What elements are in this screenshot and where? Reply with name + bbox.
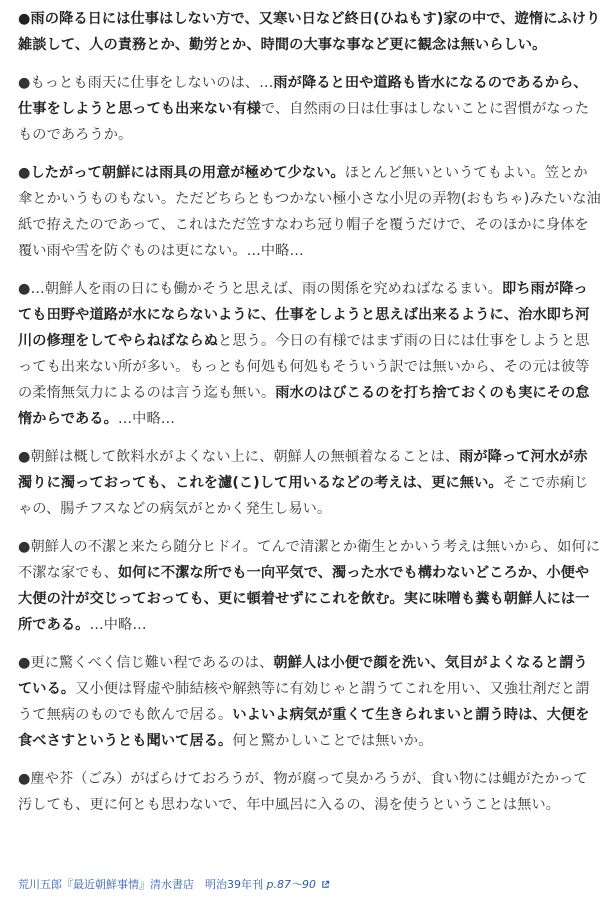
paragraph xyxy=(18,276,601,432)
bold-text: 雨水のはびこるのを打ち捨ておくのも実にその怠惰からである。 xyxy=(18,385,590,427)
bold-text: 雨が降って河水が赤濁りに濁っておっても、これを濾(こ)して用いるなどの考えは、更に無い。 xyxy=(18,449,588,491)
body-text: ほとんど無いというてもよい。笠とか傘とかいうものもない。ただどちらともつかない極小さな小児の弄物(おもちゃ)みたいな油紙で拵えたのであって、これはただ笠すなわち冠り帽子を覆うだけで、そのほかに身体を覆い雨や雪を防ぐものは更にない。…中略… xyxy=(18,165,601,259)
body-text: で、自然雨の日は仕事はしないことに習慣がなったものであろうか。 xyxy=(18,101,590,143)
body-text: …中略… xyxy=(89,617,147,633)
paragraph xyxy=(18,160,601,264)
source-pages: p.87〜90 xyxy=(266,878,316,891)
bold-text: 雨が降ると田や道路も皆水になるのであるから、仕事をしようと思っても出来ない有様 xyxy=(18,75,588,117)
body-text: ●更に驚くべく信じ難い程であるのは、 xyxy=(18,655,274,671)
body-text: ●朝鮮人の不潔と来たら随分ヒドイ。てんで清潔とか衛生とかいう考えは無いから、如何に不潔な家でも、 xyxy=(18,539,600,581)
bold-text: いよいよ病気が重くて生きられまいと謂う時は、大便を食べさすというとも聞いて居る。 xyxy=(18,707,590,749)
source-citation: 荒川五郎『最近朝鮮事情』清水書店 明治39年刊 xyxy=(18,878,263,891)
bold-text: 如何に不潔な所でも一向平気で、濁った水でも構わないどころか、小便や大便の汁が交じっておっても、更に頓着せずにこれを飲む。実に味噌も糞も朝鮮人には一所である。 xyxy=(18,565,590,633)
paragraph xyxy=(18,70,601,148)
body-text: と思う。今日の有様ではまず雨の日には仕事をしようと思っても出来ない所が多い。もっとも何処も何処もそういう訳では無いから、その元は彼等の柔惰無気力によるのは言う迄も無い。 xyxy=(18,333,590,401)
bold-text: 朝鮮人は小便で顔を洗い、気目がよくなると謂うている。 xyxy=(18,655,588,697)
body-text: ●もっとも雨天に仕事をしないのは、… xyxy=(18,75,274,91)
bold-text: 即ち雨が降っても田野や道路が水にならないように、仕事をしようと思えば出来るように、治水即ち河川の修理をしてやらねばならぬ xyxy=(18,281,590,349)
paragraph xyxy=(18,766,601,818)
external-link-icon xyxy=(321,880,330,889)
bold-text: 雨の降る日には仕事はしない方で、又寒い日など終日(ひねもす)家の中で、遊惰にふけり雑談して、人の責務とか、勤労とか、時間の大事な事など更に観念は無いらしい。 xyxy=(18,11,601,53)
paragraph xyxy=(18,6,601,58)
body-text: 何と驚かしいことでは無いか。 xyxy=(232,733,433,749)
body-text: ● xyxy=(18,165,31,181)
bold-text: ● xyxy=(18,11,31,27)
body-text: ●…朝鮮人を雨の日にも働かそうと思えば、雨の関係を究めねばなるまい。 xyxy=(18,281,502,297)
paragraph-list xyxy=(18,6,601,818)
body-text: ●朝鮮は概して飲料水がよくない上に、朝鮮人の無頓着なることは、 xyxy=(18,449,460,465)
body-text: そこで赤痢じゃの、腸チフスなどの病気がとかく発生し易い。 xyxy=(18,475,589,517)
bold-text: したがって朝鮮には雨具の用意が極めて少ない。 xyxy=(30,165,345,181)
paragraph xyxy=(18,444,601,522)
body-text: 又小便は腎虚や肺結核や解熱等に有効じゃと謂うてこれを用い、又強壮剤だと謂うて無病のものでも飲んで居る。 xyxy=(18,681,590,723)
body-text: ●塵や芥（ごみ）がばらけておろうが、物が腐って臭かろうが、食い物には蝿がたかって汚しても、更に何とも思わないで、年中風呂に入るの、湯を使うということは無い。 xyxy=(18,771,588,813)
source-link[interactable] xyxy=(18,878,330,892)
body-text: …中略… xyxy=(117,411,176,427)
paragraph xyxy=(18,650,601,754)
paragraph xyxy=(18,534,601,638)
